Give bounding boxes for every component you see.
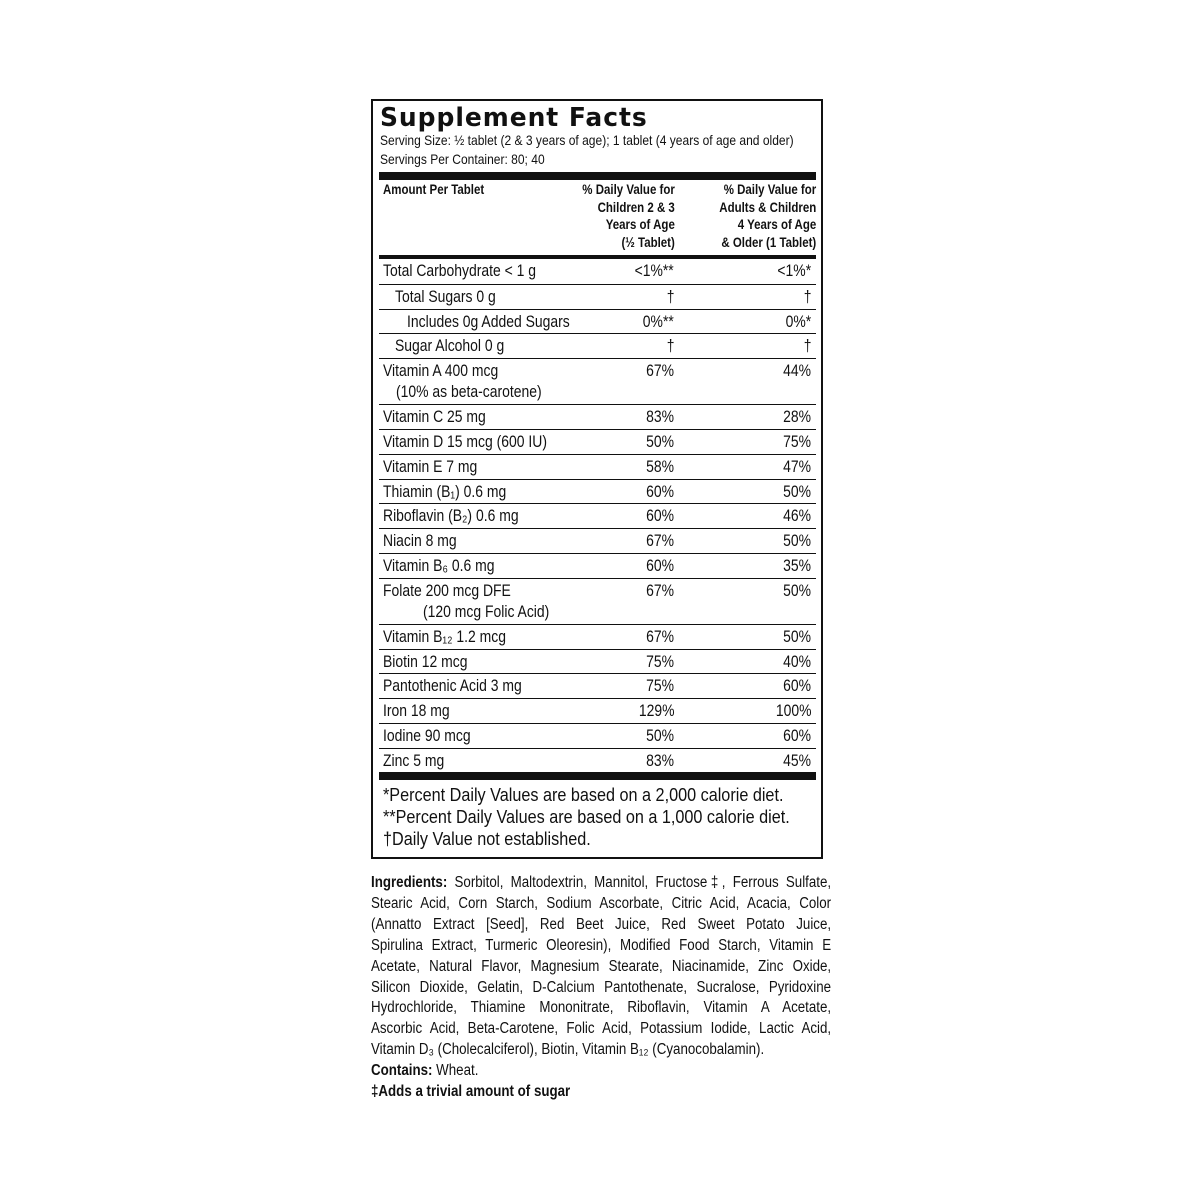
nutrient-row: [379, 673, 816, 699]
ingredients-line: Acetate, Natural Flavor, Magnesium Stearate, Niacinamide, Zinc Oxide,: [371, 957, 832, 975]
dv-adults-value: 50%: [783, 531, 811, 551]
dv-adults-value: 44%: [783, 361, 811, 381]
nutrient-label: Zinc 5 mg: [383, 750, 445, 770]
nutrient-row: [379, 528, 816, 554]
nutrient-label: Includes 0g Added Sugars: [407, 311, 570, 331]
nutrient-label: Iodine 90 mcg: [383, 726, 471, 745]
nutrient-label: Vitamin D 15 mcg (600 IU): [383, 432, 547, 451]
dv-adults-value: †: [803, 286, 811, 306]
contains-line: [371, 1061, 831, 1082]
nutrient-row: [379, 284, 816, 310]
nutrient-label: Vitamin C 25 mg: [383, 407, 486, 427]
ingredients-block: [371, 873, 831, 1103]
dv-adults-value: 50%: [783, 626, 811, 646]
ingredients-line: Hydrochloride, Thiamine Mononitrate, Riboflavin, Vitamin A Acetate,: [371, 999, 832, 1017]
servings-per-container: Servings Per Container: 80; 40: [380, 151, 545, 167]
nutrient-label: Sugar Alcohol 0 g: [395, 336, 505, 356]
dv-children-value: 83%: [646, 407, 674, 427]
nutrient-row: [379, 429, 816, 455]
contains-value: Wheat.: [432, 1062, 479, 1080]
nutrient-row: [379, 553, 816, 579]
dv-children-value: 129%: [638, 701, 674, 721]
nutrient-row: [379, 503, 816, 529]
nutrient-row: [379, 309, 816, 335]
dv-adults-value: 35%: [783, 556, 811, 575]
dv-children-value: 83%: [646, 750, 674, 770]
dv-adults-value: 45%: [783, 750, 811, 770]
dv-adults-value: †: [803, 336, 811, 356]
sugar-note: ‡Adds a trivial amount of sugar: [371, 1083, 571, 1101]
dv-children-value: 75%: [646, 676, 674, 696]
dv-children-value: †: [666, 286, 674, 306]
dv-adults-value: 50%: [783, 580, 811, 600]
ingredients-line: Spirulina Extract, Turmeric Oleoresin), Modified Food Starch, Vitamin E: [371, 936, 832, 954]
nutrient-row: [379, 624, 816, 650]
nutrient-row: [379, 404, 816, 430]
nutrient-row: [379, 578, 816, 625]
nutrient-label: Pantothenic Acid 3 mg: [383, 676, 522, 696]
dv-children-value: 60%: [646, 506, 674, 526]
amount-per-header: Amount Per Tablet: [383, 181, 485, 197]
nutrient-label: Folate 200 mcg DFE: [383, 580, 511, 600]
dv-children-value: 67%: [646, 531, 674, 551]
supplement-facts-panel: [371, 99, 823, 859]
dv-children-value: 60%: [646, 481, 674, 501]
dv-adults-value: 50%: [783, 481, 811, 501]
nutrient-row: [379, 479, 816, 505]
nutrient-row: [379, 698, 816, 724]
nutrient-label: Vitamin B₁₂ 1.2 mcg: [383, 626, 506, 646]
nutrient-label: Vitamin A 400 mcg: [383, 361, 499, 381]
ingredients-line: Vitamin D₃ (Cholecalciferol), Biotin, Vitamin B₁₂ (Cyanocobalamin).: [371, 1041, 765, 1059]
footnote-1000: **Percent Daily Values are based on a 1,000 calorie diet.: [383, 807, 790, 827]
dv-children-value: 67%: [646, 626, 674, 646]
contains-label: Contains:: [371, 1062, 433, 1080]
dv-children-value: <1%**: [634, 261, 674, 280]
dv-children-value: 0%**: [642, 311, 674, 331]
dv-adults-value: 60%: [783, 676, 811, 696]
nutrient-row: [379, 748, 816, 774]
footnote-dagger: †Daily Value not established.: [383, 829, 591, 849]
dv-children-value: 67%: [646, 580, 674, 600]
nutrient-label: Vitamin B₆ 0.6 mg: [383, 556, 495, 575]
dv-adults-value: 75%: [783, 432, 811, 451]
ingredients-label: Ingredients:: [371, 874, 448, 891]
nutrient-sublabel: (120 mcg Folic Acid): [423, 601, 550, 621]
ingredients-line: Silicon Dioxide, Gelatin, D-Calcium Pantothenate, Sucralose, Pyridoxine: [371, 978, 832, 996]
nutrient-row: [379, 723, 816, 749]
nutrient-row: [379, 259, 816, 284]
dv-adults-value: 46%: [783, 506, 811, 526]
nutrient-label: Biotin 12 mcg: [383, 651, 468, 671]
dv-adults-value: 47%: [783, 456, 811, 476]
ingredients-line: Ascorbic Acid, Beta-Carotene, Folic Acid, Potassium Iodide, Lactic Acid,: [371, 1020, 832, 1038]
ingredients-line: (Annatto Extract [Seed], Red Beet Juice, Red Sweet Potato Juice,: [371, 915, 832, 933]
nutrient-label: Total Carbohydrate < 1 g: [383, 261, 537, 280]
dv-adults-value: 0%*: [785, 311, 811, 331]
dv-adults-value: 40%: [783, 651, 811, 671]
thick-divider-top: [379, 172, 816, 180]
nutrient-label: Niacin 8 mg: [383, 531, 457, 551]
thick-divider-bottom: [379, 772, 816, 780]
nutrient-row: [379, 333, 816, 359]
dv-children-value: 50%: [646, 726, 674, 745]
nutrient-row: [379, 649, 816, 675]
dv-children-value: 58%: [646, 456, 674, 476]
dv-children-header: % Daily Value for Children 2 & 3 Years of Age (½ Tablet): [582, 181, 675, 250]
dv-children-value: 60%: [646, 556, 674, 575]
nutrient-label: Total Sugars 0 g: [395, 286, 496, 306]
dv-adults-value: 100%: [775, 701, 811, 721]
dv-adults-header: % Daily Value for Adults & Children 4 Years of Age & Older (1 Tablet): [719, 181, 816, 250]
dv-children-value: 75%: [646, 651, 674, 671]
nutrient-row: [379, 358, 816, 405]
dv-adults-value: <1%*: [777, 261, 811, 280]
footnote-2000: *Percent Daily Values are based on a 2,000 calorie diet.: [383, 785, 784, 805]
serving-size: Serving Size: ½ tablet (2 & 3 years of age); 1 tablet (4 years of age and older): [380, 132, 794, 148]
dv-adults-value: 60%: [783, 726, 811, 745]
nutrient-label: Vitamin E 7 mg: [383, 456, 478, 476]
dv-adults-value: 28%: [783, 407, 811, 427]
panel-title: Supplement Facts: [380, 103, 648, 133]
ingredients-line: Ingredients: Sorbitol, Maltodextrin, Mannitol, Fructose‡, Ferrous Sulfate,: [371, 874, 832, 891]
nutrient-sublabel: (10% as beta-carotene): [396, 382, 542, 402]
nutrient-row: [379, 454, 816, 480]
nutrient-label: Iron 18 mg: [383, 701, 450, 721]
dv-children-value: †: [666, 336, 674, 356]
dv-children-value: 50%: [646, 432, 674, 451]
nutrient-label: Thiamin (B₁) 0.6 mg: [383, 481, 507, 501]
dv-children-value: 67%: [646, 361, 674, 381]
nutrient-label: Riboflavin (B₂) 0.6 mg: [383, 506, 519, 526]
ingredients-line: Stearic Acid, Corn Starch, Sodium Ascorbate, Citric Acid, Acacia, Color: [371, 894, 832, 912]
